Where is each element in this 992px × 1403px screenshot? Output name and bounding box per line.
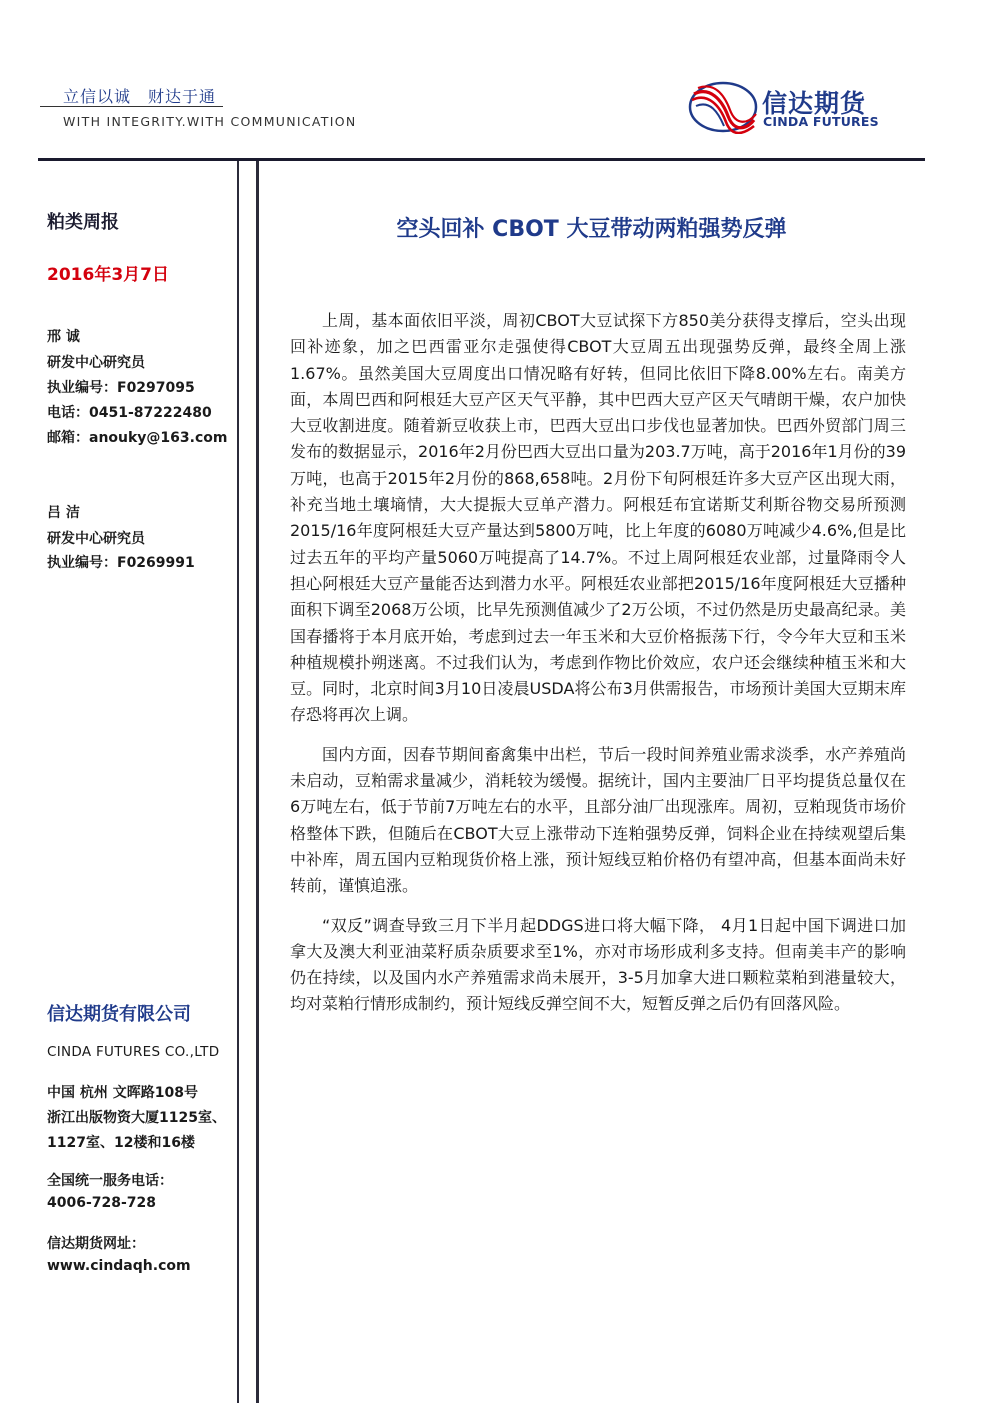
hotline-label: 全国统一服务电话： [47, 1173, 173, 1189]
header-divider [38, 158, 925, 161]
analyst-name: 邢 诚 [47, 329, 80, 345]
slogan-chinese: 立信以诚 财达于通 [63, 87, 217, 106]
company-logo [688, 80, 928, 134]
company-name-english: CINDA FUTURES CO.,LTD [47, 1044, 220, 1060]
analyst-name: 吕 洁 [47, 505, 80, 521]
website-link[interactable]: www.cindaqh.com [47, 1258, 191, 1274]
column-divider-left [237, 161, 239, 1403]
cinda-swoosh-icon [688, 80, 758, 134]
slogan-underline [40, 106, 223, 107]
company-address-line: 1127室、12楼和16楼 [47, 1135, 195, 1151]
analyst-title: 研发中心研究员 [47, 531, 145, 547]
report-date: 2016年3月7日 [47, 265, 169, 285]
body-paragraph: 国内方面，因春节期间畜禽集中出栏，节后一段时间养殖业需求淡季，水产养殖尚未启动，豆粕需求量减少，消耗较为缓慢。据统计，国内主要油厂日平均提货总量仅在6万吨左右，低于节前7万吨左右的水平，且部分油厂出现涨库。周初，豆粕现货市场价格整体下跌，但随后在CBOT大豆上涨带动下连粕强势反弹，饲料企业在持续观望后集中补库，周五国内豆粕现货价格上涨，预计短线豆粕价格仍有望冲高，但基本面尚未好转前，谨慎追涨。 [290, 744, 906, 896]
logo-text-english: CINDA FUTURES [763, 114, 879, 129]
analyst-email[interactable]: 邮箱：anouky@163.com [47, 430, 228, 446]
body-paragraph: “双反”调查导致三月下半月起DDGS进口将大幅下降， 4月1日起中国下调进口加拿大及澳大利亚油菜籽质杂质要求至1%，亦对市场形成利多支持。但南美丰产的影响仍在持续，以及国内水产养殖需求尚未展开，3-5月加拿大进口颗粒菜粕到港量较大，均对菜粕行情形成制约，预计短线反弹空间不大，短暂反弹之后仍有回落风险。 [290, 915, 906, 1014]
slogan-english: WITH INTEGRITY.WITH COMMUNICATION [63, 114, 357, 129]
logo-text-chinese: 信达期货 [762, 89, 867, 118]
analyst-phone: 电话：0451-87222480 [47, 405, 212, 421]
hotline-number: 4006-728-728 [47, 1195, 157, 1211]
analyst-license: 执业编号：F0269991 [47, 555, 195, 571]
website-label: 信达期货网址： [47, 1236, 145, 1252]
analyst-title: 研发中心研究员 [47, 355, 145, 371]
company-name-chinese: 信达期货有限公司 [47, 1004, 191, 1025]
column-divider-right [256, 161, 259, 1403]
report-title: 空头回补 CBOT 大豆带动两粕强势反弹 [396, 217, 787, 242]
report-type: 粕类周报 [47, 212, 119, 233]
company-address-line: 浙江出版物资大厦1125室、 [47, 1110, 226, 1126]
body-paragraph: 上周，基本面依旧平淡，周初CBOT大豆试探下方850美分获得支撑后，空头出现回补迹象，加之巴西雷亚尔走强使得CBOT大豆周五出现强势反弹，最终全周上涨1.67%。虽然美国大豆周度出口情况略有好转，但同比依旧下降8.00%左右。南美方面，本周巴西和阿根廷大豆产区天气平静，其中巴西大豆产区天气晴朗干燥，农户加快大豆收割进度。随着新豆收获上市，巴西大豆出口步伐也显著加快。巴西外贸部门周三发布的数据显示，2016年2月份巴西大豆出口量为203.7万吨，高于2016年1月份的39万吨，也高于2015年2月份的868,658吨。2月份下旬阿根廷许多大豆产区出现大雨，补充当地土壤墒情，大大提振大豆单产潜力。阿根廷布宜诺斯艾利斯谷物交易所预测2015/16年度阿根廷大豆产量达到5800万吨，比上年度的6080万吨减少4.6%,但是比过去五年的平均产量5060万吨提高了14.7%。不过上周阿根廷农业部，过量降雨令人担心阿根廷大豆产量能否达到潜力水平。阿根廷农业部把2015/16年度阿根廷大豆播种面积下调至2068万公顷，比早先预测值减少了2万公顷，不过仍然是历史最高纪录。美国春播将于本月底开始，考虑到过去一年玉米和大豆价格振荡下行，令今年大豆和玉米种植规模扑朔迷离。不过我们认为，考虑到作物比价效应，农户还会继续种植玉米和大豆。同时，北京时间3月10日凌晨USDA将公布3月供需报告，市场预计美国大豆期末库存恐将再次上调。 [290, 311, 906, 725]
report-body [290, 308, 906, 1031]
company-address-line: 中国 杭州 文晖路108号 [47, 1085, 198, 1101]
analyst-license: 执业编号：F0297095 [47, 380, 195, 396]
